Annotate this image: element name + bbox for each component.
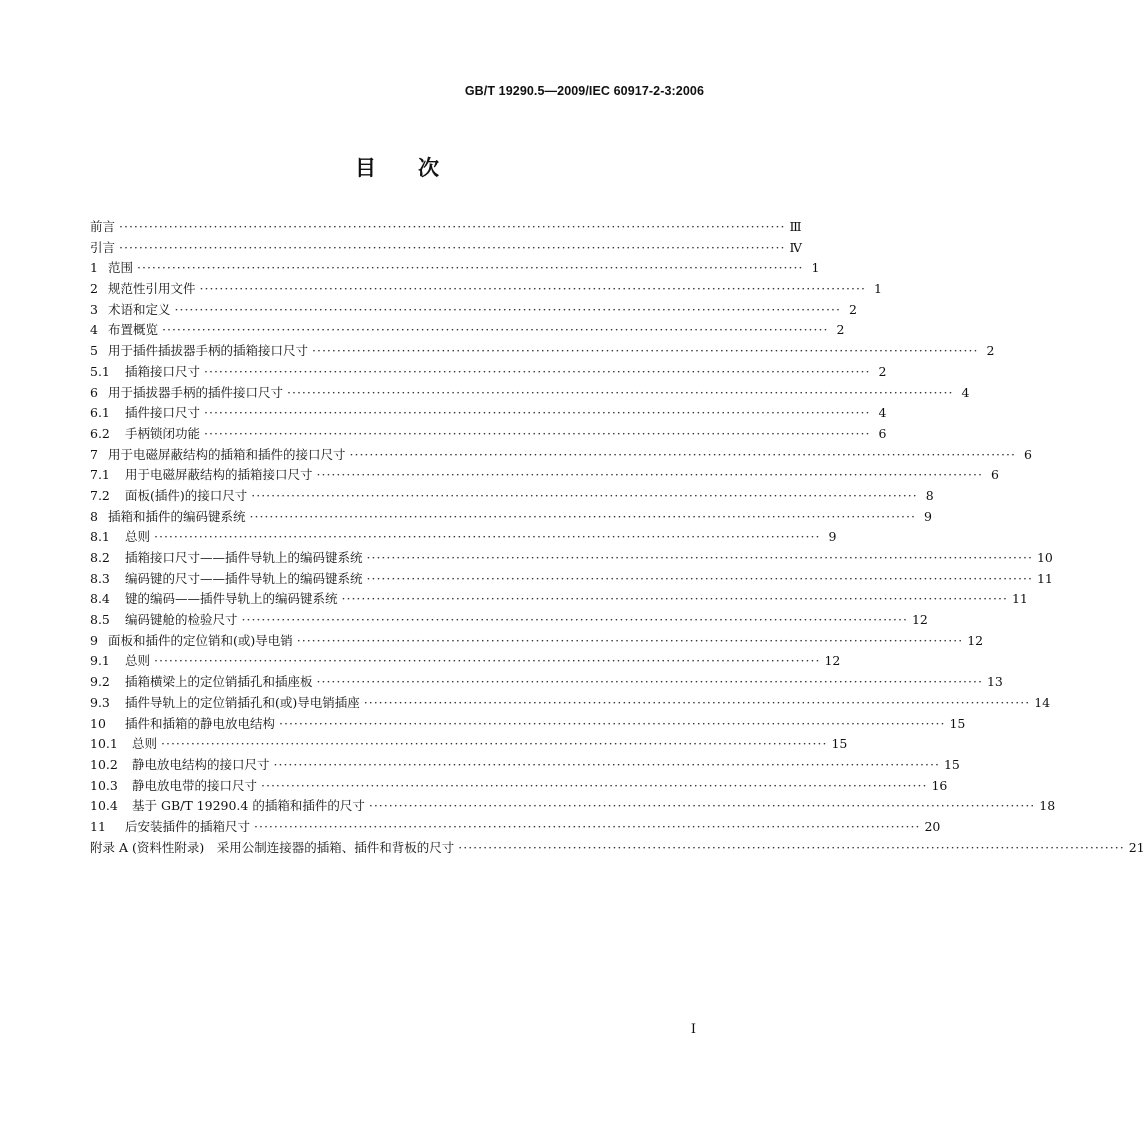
toc-leader-dots (154, 651, 820, 672)
toc-entry-number: 10.3 (90, 777, 118, 793)
page-number: I (690, 1022, 696, 1037)
toc-entry-page: 21 (1128, 839, 1145, 855)
toc-entry[interactable] (90, 714, 966, 735)
toc-entry-page: 2 (836, 322, 845, 338)
toc-entry-number: 3 (90, 301, 98, 317)
toc-entry[interactable] (90, 776, 948, 797)
toc-entry[interactable] (90, 445, 1032, 466)
toc-entry-number: 8.1 (90, 529, 110, 545)
toc-entry-number: 4 (90, 322, 98, 338)
toc-leader-dots (161, 734, 827, 755)
toc-entry-title: 面板(插件)的接口尺寸 (125, 487, 248, 503)
toc-entry-page: 6 (1024, 446, 1032, 462)
toc-entry-title: 插件接口尺寸 (125, 405, 201, 421)
toc-entry-title: 布置概览 (108, 322, 159, 338)
toc-entry-page: 9 (828, 529, 837, 545)
toc-leader-dots (317, 672, 983, 693)
toc-entry-number: 6 (90, 384, 98, 400)
toc-entry-page: 9 (924, 508, 932, 524)
toc-entry[interactable] (90, 217, 802, 238)
toc-entry-page: 6 (991, 467, 999, 483)
toc-entry-page: 10 (1036, 550, 1053, 565)
toc-entry[interactable] (90, 300, 857, 321)
toc-entry-page: 4 (878, 405, 887, 421)
toc-entry[interactable] (90, 569, 1053, 590)
toc-entry-page: Ⅲ (789, 219, 802, 234)
toc-leader-dots (367, 569, 1033, 590)
toc-entry-number: 9 (90, 632, 98, 648)
toc-leader-dots (279, 714, 945, 735)
toc-entry-number: 9.1 (90, 653, 110, 669)
toc-entry[interactable] (90, 610, 928, 631)
toc-leader-dots (119, 238, 785, 259)
toc-entry-page: 1 (874, 281, 882, 297)
toc-entry-page: 13 (986, 674, 1003, 690)
toc-entry-title: 插件导轨上的定位销插孔和(或)导电销插座 (125, 694, 360, 710)
toc-entry-title: 静电放电结构的接口尺寸 (132, 756, 270, 772)
toc-entry[interactable] (90, 424, 887, 445)
toc-entry-title: 编码键舱的检验尺寸 (125, 612, 238, 628)
toc-entry-page: 11 (1011, 591, 1028, 607)
toc-entry-number: 2 (90, 281, 98, 297)
toc-entry-number: 10.4 (90, 798, 118, 814)
toc-entry-title: 面板和插件的定位销和(或)导电销 (108, 632, 293, 648)
toc-leader-dots (317, 465, 983, 486)
toc-leader-dots (119, 217, 785, 238)
toc-entry-number: 10.2 (90, 756, 118, 772)
toc-entry-page: 6 (878, 425, 887, 441)
toc-entry-title: 基于 GB/T 19290.4 的插箱和插件的尺寸 (132, 798, 365, 814)
toc-entry-page: 15 (943, 756, 960, 772)
toc-leader-dots (251, 486, 917, 507)
toc-entry[interactable] (90, 362, 887, 383)
toc-entry[interactable] (90, 817, 941, 838)
toc-entry-title: 引言 (90, 239, 116, 255)
toc-entry[interactable] (90, 527, 837, 548)
toc-leader-dots (204, 362, 870, 383)
toc-entry-number: 7.1 (90, 467, 110, 483)
toc-entry[interactable] (90, 341, 995, 362)
toc-entry-number: 6.2 (90, 425, 110, 441)
toc-entry-number: 5 (90, 343, 98, 359)
toc-entry-number: 8 (90, 508, 98, 524)
toc-entry[interactable] (90, 383, 970, 404)
toc-entry-page: 2 (986, 343, 995, 359)
toc-leader-dots (137, 258, 803, 279)
toc-entry-title: 键的编码——插件导轨上的编码键系统 (125, 591, 338, 607)
toc-entry-number: 10.1 (90, 736, 118, 752)
toc-entry-title: 用于插件插拔器手柄的插箱接口尺寸 (108, 343, 309, 359)
toc-leader-dots (261, 776, 927, 797)
toc-entry[interactable] (90, 838, 1145, 859)
toc-leader-dots (458, 838, 1124, 859)
toc-leader-dots (342, 589, 1008, 610)
toc-entry-title: 用于电磁屏蔽结构的插箱和插件的接口尺寸 (108, 446, 346, 462)
toc-entry-page: 18 (1039, 798, 1056, 814)
toc-entry-title: 插箱接口尺寸 (125, 363, 201, 379)
toc-entry[interactable] (90, 589, 1028, 610)
toc-entry-number: 6.1 (90, 405, 110, 421)
toc-entry-title: 插箱接口尺寸——插件导轨上的编码键系统 (125, 550, 363, 565)
toc-entry-page: 11 (1036, 570, 1053, 586)
toc-entry-title: 术语和定义 (108, 301, 171, 317)
toc-entry-page: Ⅳ (789, 239, 802, 255)
toc-leader-dots (204, 403, 870, 424)
toc-entry-title: 编码键的尺寸——插件导轨上的编码键系统 (125, 570, 363, 586)
toc-entry-page: 15 (949, 715, 966, 731)
toc-leader-dots (200, 279, 866, 300)
toc-entry-title: 插件和插箱的静电放电结构 (125, 715, 276, 731)
toc-entry[interactable] (90, 796, 1056, 817)
toc-entry-title: (资料性附录) 采用公制连接器的插箱、插件和背板的尺寸 (132, 839, 455, 855)
toc-entry-page: 20 (924, 818, 941, 834)
toc-entry-page: 14 (1034, 694, 1051, 710)
toc-entry-title: 总则 (132, 736, 158, 752)
toc-entry[interactable] (90, 631, 984, 652)
page-title: 目 次 (355, 156, 439, 180)
toc-entry-number: 1 (90, 260, 98, 276)
toc-entry-title: 总则 (125, 529, 151, 545)
toc-entry-page: 16 (931, 777, 948, 793)
toc-entry-number: 8.4 (90, 591, 110, 607)
toc-entry[interactable] (90, 279, 882, 300)
toc-entry-number: 9.2 (90, 674, 110, 690)
toc-entry-number: 7.2 (90, 487, 110, 503)
toc-entry-title: 用于插拔器手柄的插件接口尺寸 (108, 384, 284, 400)
toc-entry[interactable] (90, 507, 932, 528)
toc-entry-title: 静电放电带的接口尺寸 (132, 777, 258, 793)
toc-entry-page: 2 (878, 363, 887, 379)
toc-entry-title: 手柄锁闭功能 (125, 425, 201, 441)
toc-entry-title: 插箱横梁上的定位销插孔和插座板 (125, 674, 313, 690)
toc-entry-page: 2 (849, 301, 857, 317)
toc-leader-dots (250, 507, 916, 528)
toc-leader-dots (367, 548, 1033, 569)
toc-entry[interactable] (90, 755, 960, 776)
toc-entry-title: 插箱和插件的编码键系统 (108, 508, 246, 524)
toc-entry[interactable] (90, 548, 1053, 569)
toc-entry[interactable] (90, 320, 845, 341)
toc-entry-title: 范围 (108, 260, 134, 276)
toc-entry-title: 总则 (125, 653, 151, 669)
toc-entry[interactable] (90, 651, 841, 672)
toc-leader-dots (297, 631, 963, 652)
toc-leader-dots (162, 320, 828, 341)
toc-leader-dots (287, 383, 953, 404)
toc-entry-number: 8.2 (90, 550, 110, 565)
toc-entry-page: 12 (967, 632, 984, 648)
toc-entry-number: 9.3 (90, 694, 110, 710)
toc-leader-dots (254, 817, 920, 838)
toc-leader-dots (204, 424, 870, 445)
toc-entry-title: 规范性引用文件 (108, 281, 196, 297)
toc-entry-page: 12 (911, 612, 928, 628)
toc-entry-number: 8.3 (90, 570, 110, 586)
toc-entry-number: 11 (90, 818, 106, 834)
toc-leader-dots (312, 341, 978, 362)
toc-leader-dots (369, 796, 1035, 817)
toc-entry[interactable] (90, 238, 802, 259)
toc-entry-page: 4 (961, 384, 970, 400)
toc-leader-dots (154, 527, 820, 548)
toc-entry-title: 用于电磁屏蔽结构的插箱接口尺寸 (125, 467, 313, 483)
toc-entry[interactable] (90, 734, 848, 755)
toc-entry-number: 7 (90, 446, 98, 462)
toc-entry-page: 12 (824, 653, 841, 669)
toc-entry[interactable] (90, 486, 934, 507)
toc-entry-page: 1 (811, 260, 820, 276)
toc-entry[interactable] (90, 403, 887, 424)
toc-leader-dots (274, 755, 940, 776)
toc-leader-dots (350, 445, 1016, 466)
toc-entry-number: 附录 A (90, 839, 129, 855)
toc-leader-dots (364, 693, 1030, 714)
table-of-contents (90, 217, 1145, 858)
standard-code: GB/T 19290.5—2009/IEC 60917-2-3:2006 (464, 84, 704, 98)
toc-entry-title: 前言 (90, 219, 116, 234)
toc-entry[interactable] (90, 258, 820, 279)
toc-entry[interactable] (90, 672, 1003, 693)
toc-entry-number: 10 (90, 715, 106, 731)
toc-leader-dots (242, 610, 908, 631)
toc-entry-number: 5.1 (90, 363, 110, 379)
toc-entry[interactable] (90, 465, 999, 486)
toc-entry-number: 8.5 (90, 612, 110, 628)
toc-entry-title: 后安装插件的插箱尺寸 (125, 818, 251, 834)
toc-leader-dots (175, 300, 841, 321)
toc-entry[interactable] (90, 693, 1051, 714)
toc-entry-page: 15 (831, 736, 848, 752)
toc-entry-page: 8 (925, 487, 934, 503)
